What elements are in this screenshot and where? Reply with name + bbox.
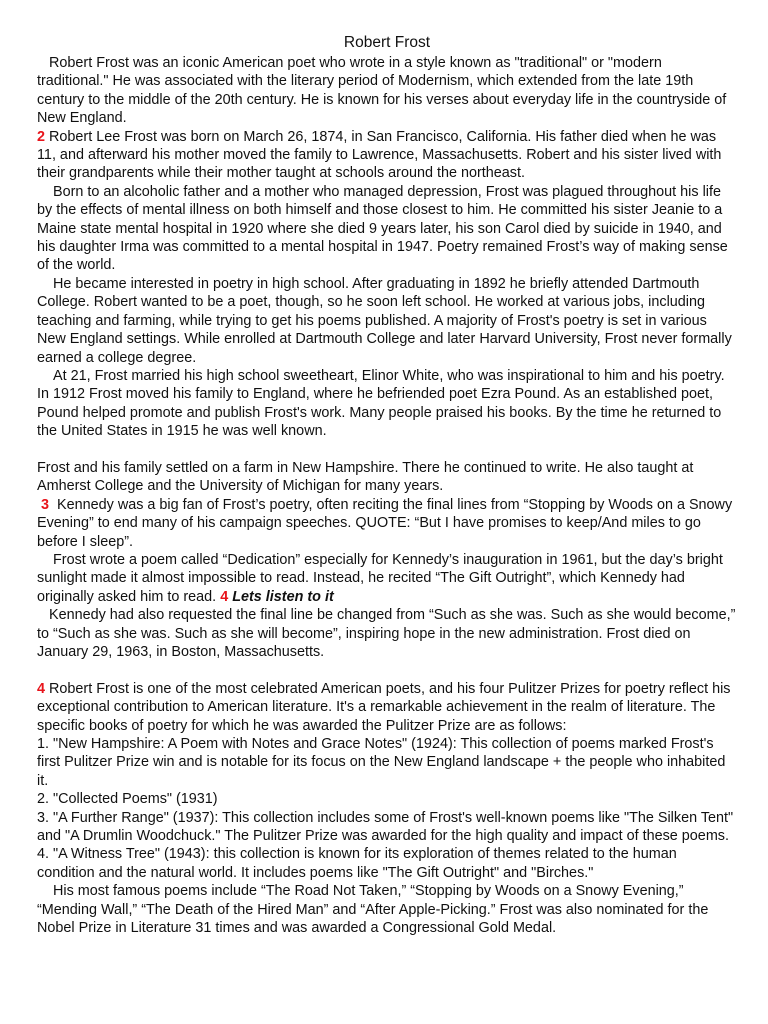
slide-marker: 4	[220, 588, 229, 605]
slide-marker: 3	[41, 496, 50, 513]
list-item: 4. "A Witness Tree" (1943): this collection is known for its exploration of themes related to the human condition and the natural world. It includes poems like "The Gift Outright" and "Birches."	[37, 846, 677, 881]
paragraph-spacer	[37, 661, 737, 679]
paragraph-intro	[37, 54, 737, 128]
list-item: 3. "A Further Range" (1937): This collection includes some of Frost's well-known poems like "The Silken Tent" and "A Drumlin Woodchuck." The Pulitzer Prize was awarded for the high quality and impact of these poems.	[37, 809, 734, 845]
document-page	[37, 33, 737, 937]
paragraph-intro-text: Robert Frost was an iconic American poet who wrote in a style known as "traditional" or "modern traditional." He was associated with the literary period of Modernism, which extended from the late 19th century to the middle of the 20th century. He is known for his verses about everyday life in the countryside of New England.	[37, 55, 727, 127]
page-title: Robert Frost	[343, 34, 431, 51]
paragraph-new-hampshire-text: Frost and his family settled on a farm in New Hampshire. There he continued to write. He also taught at Amherst College and the University of Michigan for many years.	[37, 459, 694, 495]
paragraph-final-line-text: Kennedy had also requested the final line be changed from “Such as she was. Such as she would become,” to “Such as she was. Such as she will become”, inspiring hope in the new administration. Frost died on January 29, 1963, in Boston, Massachusetts.	[37, 607, 736, 660]
paragraph-mental-illness	[37, 183, 737, 275]
paragraph-kennedy	[37, 496, 737, 551]
paragraph-marriage-text: At 21, Frost married his high school sweetheart, Elinor White, who was inspirational to him and his poetry. In 1912 Frost moved his family to England, where he befriended poet Ezra Pound. As an established poet, Pound helped promote and publish Frost's work. Many people praised his books. By the time he returned to the United States in 1915 he was well known.	[37, 367, 725, 440]
paragraph-spacer	[37, 441, 737, 459]
paragraph-final-line	[37, 606, 737, 661]
paragraph-mental-illness-text: Born to an alcoholic father and a mother who managed depression, Frost was plagued throughout his life by the effects of mental illness on both himself and those closest to him. He committed his sister Jeanie to a Maine state mental hospital in 1920 where she died 9 years later, his son Carol died by suicide in 1940, and his daughter Irma was committed to a mental hospital in 1947. Poetry remained Frost’s way of making sense of the world.	[37, 183, 728, 274]
slide-marker: 2	[37, 128, 46, 145]
paragraph-early-life	[37, 128, 737, 183]
paragraph-dedication-text: Frost wrote a poem called “Dedication” especially for Kennedy’s inauguration in 1961, but the day’s bright sunlight made it almost impossible to read. Instead, he recited “The Gift Outright”, which Kennedy had originally asked him to read.	[37, 551, 723, 605]
paragraph-kennedy-text: Kennedy was a big fan of Frost’s poetry, often reciting the final lines from “Stopping by Woods on a Snowy Evening” to end many of his campaign speeches. QUOTE: “But I have promises to keep/And miles to go before I sleep”.	[37, 496, 733, 550]
paragraph-famous-poems-text: His most famous poems include “The Road Not Taken,” “Stopping by Woods on a Snowy Evening,” “Mending Wall,” “The Death of the Hired Man” and “After Apple-Picking.” Frost was also nominated for the Nobel Prize in Literature 31 times and was awarded a Congressional Gold Medal.	[37, 883, 709, 937]
paragraph-marriage	[37, 367, 737, 441]
paragraph-pulitzer-text: Robert Frost is one of the most celebrated American poets, and his four Pulitzer Prizes for poetry reflect his exceptional contribution to American literature. It's a remarkable achievement in the realm of literature. The specific books of poetry for which he was awarded the Pulitzer Prize are as follows:	[37, 680, 731, 734]
paragraph-famous-poems	[37, 882, 737, 937]
slide-marker: 4	[37, 680, 46, 697]
listen-prompt: Lets listen to it	[232, 588, 334, 605]
paragraph-education-text: He became interested in poetry in high school. After graduating in 1892 he briefly attended Dartmouth College. Robert wanted to be a poet, though, so he soon left school. He worked at various jobs, including teaching and farming, while trying to get his poems published. A majority of Frost's poetry is set in various New England settings. While enrolled at Dartmouth College and later Harvard University, Frost never formally earned a college degree.	[37, 275, 732, 366]
paragraph-dedication	[37, 551, 737, 606]
paragraph-new-hampshire	[37, 459, 737, 496]
list-item: 2. "Collected Poems" (1931)	[37, 791, 218, 808]
paragraph-early-life-text: Robert Lee Frost was born on March 26, 1874, in San Francisco, California. His father died when he was 11, and afterward his mother moved the family to Lawrence, Massachusetts. Robert and his sister lived with their grandparents while their mother taught at schools around the northeast.	[37, 128, 722, 182]
paragraph-pulitzer	[37, 680, 737, 735]
list-item: 1. "New Hampshire: A Poem with Notes and Grace Notes" (1924): This collection of poems marked Frost's first Pulitzer Prize win and is notable for its focus on the New England landscape + the people who inhabited it.	[37, 736, 726, 789]
paragraph-education	[37, 275, 737, 367]
